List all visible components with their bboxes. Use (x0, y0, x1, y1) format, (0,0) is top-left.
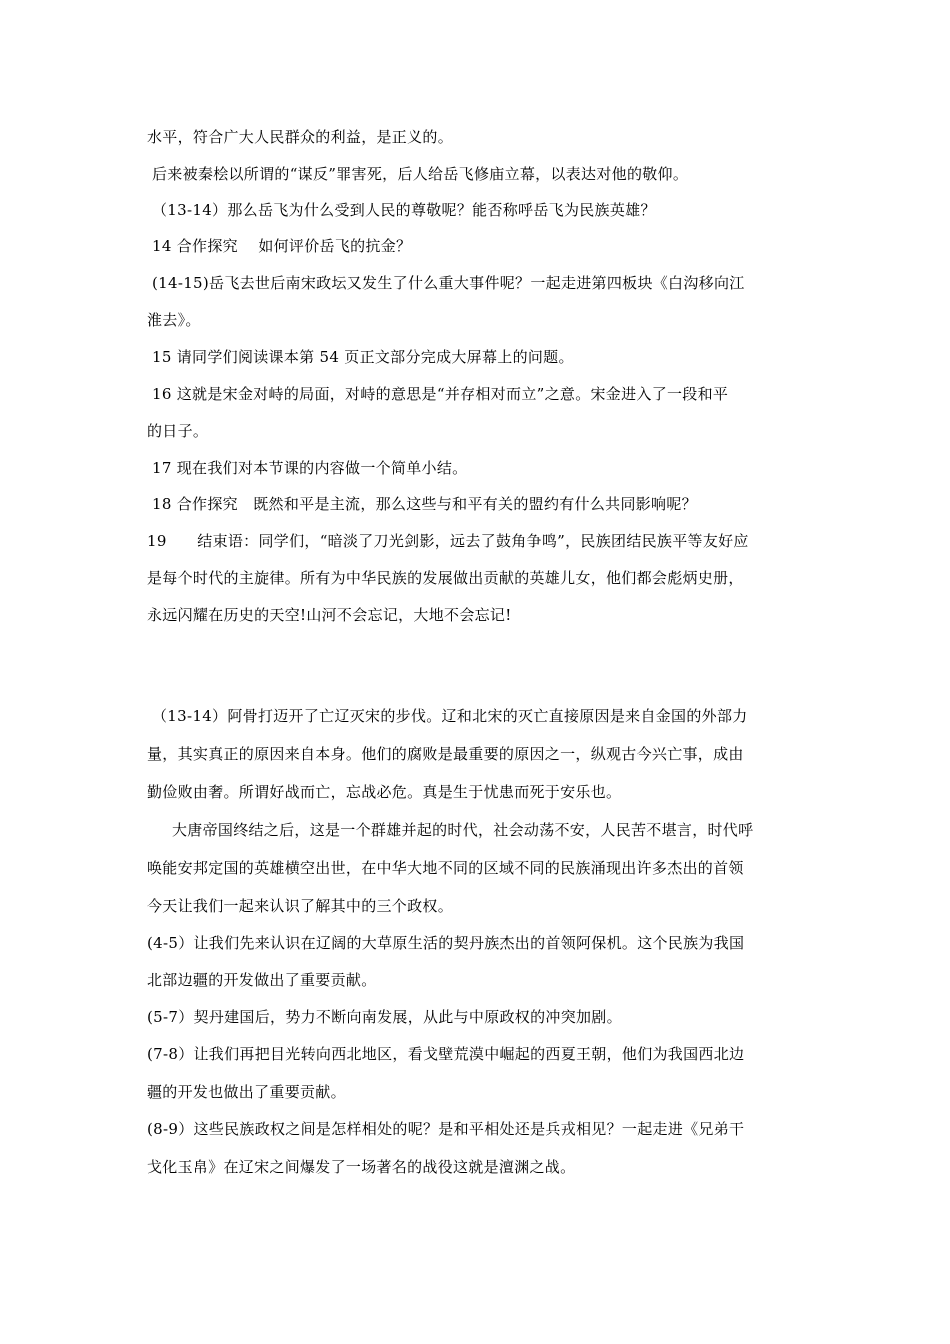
text-line: 的日子。 (147, 422, 209, 440)
text-line: 后来被秦桧以所谓的“谋反”罪害死，后人给岳飞修庙立幕，以表达对他的敬仰。 (152, 165, 689, 183)
text-line: 唤能安邦定国的英雄横空出世，在中华大地不同的区域不同的民族涌现出许多杰出的首领 (147, 859, 744, 877)
text-line: 16 这就是宋金对峙的局面，对峙的意思是“并存相对而立”之意。宋金进入了一段和平 (152, 385, 729, 403)
text-line: (14-15)岳飞去世后南宋政坛又发生了什么重大事件呢？一起走进第四板块《白沟移向江 (152, 274, 745, 292)
text-line: 北部边疆的开发做出了重要贡献。 (147, 971, 377, 989)
text-line: (8-9）这些民族政权之间是怎样相处的呢？是和平相处还是兵戎相见？一起走进《兄弟干 (147, 1120, 745, 1138)
text-line: 疆的开发也做出了重要贡献。 (147, 1083, 346, 1101)
text-line: (4-5）让我们先来认识在辽阔的大草原生活的契丹族杰出的首领阿保机。这个民族为我国 (147, 934, 745, 952)
text-line: （13-14）阿骨打迈开了亡辽灭宋的步伐。辽和北宋的灭亡直接原因是来自金国的外部力 (152, 707, 748, 725)
text-line: 18 合作探究 既然和平是主流，那么这些与和平有关的盟约有什么共同影响呢？ (152, 495, 697, 513)
text-line: 是每个时代的主旋律。所有为中华民族的发展做出贡献的英雄儿女，他们都会彪炳史册， (147, 569, 744, 587)
text-line: 15 请同学们阅读课本第 54 页正文部分完成大屏幕上的问题。 (152, 348, 574, 366)
text-line: 量，其实真正的原因来自本身。他们的腐败是最重要的原因之一，纵观古今兴亡事，成由 (147, 745, 744, 763)
text-line: 水平，符合广大人民群众的利益，是正义的。 (147, 128, 454, 146)
text-line: （13-14）那么岳飞为什么受到人民的尊敬呢？能否称呼岳飞为民族英雄？ (152, 201, 656, 219)
text-line: 17 现在我们对本节课的内容做一个简单小结。 (152, 459, 468, 477)
text-line: 今天让我们一起来认识了解其中的三个政权。 (147, 897, 454, 915)
text-line: (5-7）契丹建国后，势力不断向南发展，从此与中原政权的冲突加剧。 (147, 1008, 622, 1026)
text-line: 勤俭败由奢。所谓好战而亡，忘战必危。真是生于忧患而死于安乐也。 (147, 783, 622, 801)
text-line: 14 合作探究 如何评价岳飞的抗金？ (152, 237, 412, 255)
text-line: (7-8）让我们再把目光转向西北地区，看戈壁荒漠中崛起的西夏王朝，他们为我国西北边 (147, 1045, 745, 1063)
text-line: 淮去》。 (147, 311, 201, 329)
text-line: 大唐帝国终结之后，这是一个群雄并起的时代，社会动荡不安，人民苦不堪言，时代呼 (172, 821, 754, 839)
text-line: 永远闪耀在历史的天空!山河不会忘记，大地不会忘记! (147, 606, 512, 624)
text-line: 戈化玉帛》在辽宋之间爆发了一场著名的战役这就是澶渊之战。 (147, 1158, 576, 1176)
text-line: 19 结束语：同学们，“暗淡了刀光剑影，远去了鼓角争鸣”，民族团结民族平等友好应 (147, 532, 749, 550)
